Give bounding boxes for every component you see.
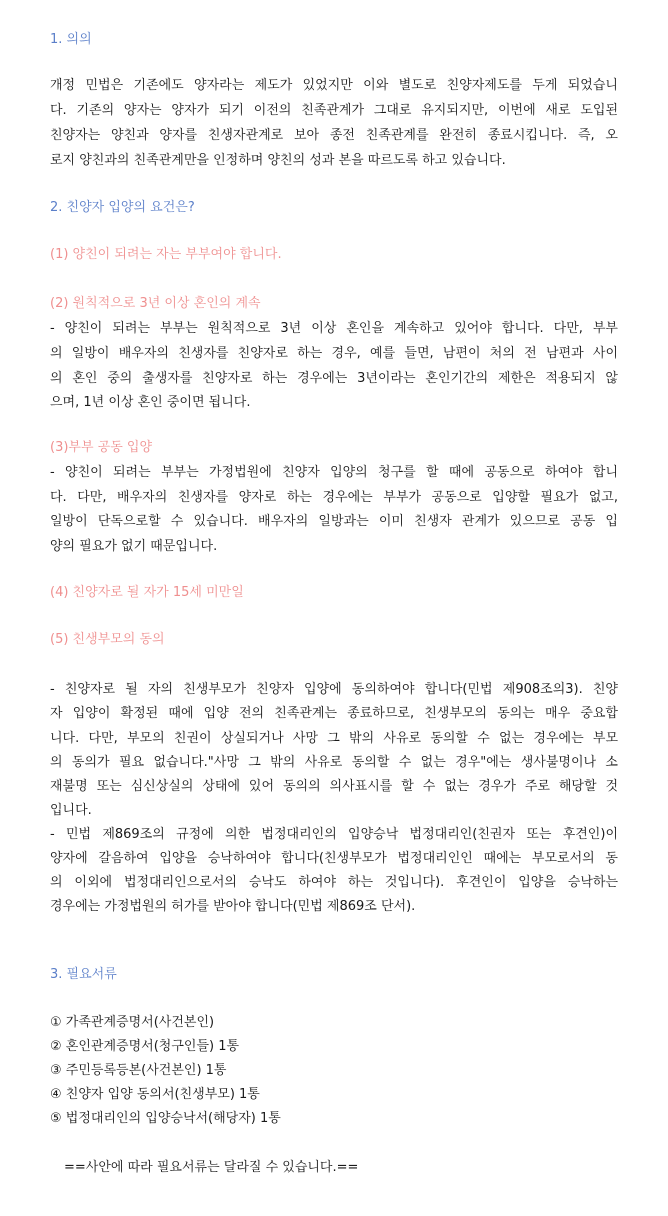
paragraph-line: 로지 양친과의 친족관계만을 인정하며 양친의 성과 본을 따르도록 하고 있습니다. — [50, 153, 506, 168]
requirement-3-line: 다. 다만, 배우자의 친생자를 양자로 하는 경우에는 부부가 공동으로 입양할 필요가 없고, — [50, 490, 618, 505]
requirement-2-line: - 양친이 되려는 부부는 원칙적으로 3년 이상 혼인을 계속하고 있어야 합니다. 다만, 부부 — [50, 321, 618, 336]
requirement-5-line: 재불명 또는 심신상실의 상태에 있어 동의의 의사표시를 할 수 없는 경우가 주로 해당할 것 — [50, 779, 618, 794]
section-3-heading: 3. 필요서류 — [50, 967, 117, 982]
document-list-item: ② 혼인관계증명서(청구인들) 1통 — [50, 1039, 240, 1054]
requirement-2-line: 의 혼인 중의 출생자를 친양자로 하는 경우에는 3년이라는 혼인기간의 제한은 적용되지 않 — [50, 371, 618, 386]
requirement-5-line: - 친양자로 될 자의 친생부모가 친양자 입양에 동의하여야 합니다(민법 제908조의3). 친양 — [50, 682, 618, 697]
requirement-5-line: 의 동의가 필요 없습니다."사망 그 밖의 사유로 동의할 수 없는 경우"에는 생사불명이나 소 — [50, 755, 618, 770]
requirement-5-line: 의 이외에 법정대리인으로서의 승낙도 하여야 하는 것입니다). 후견인이 입양을 승낙하는 — [50, 875, 618, 890]
document-list-item: ③ 주민등록등본(사건본인) 1통 — [50, 1063, 227, 1078]
section-2-heading: 2. 친양자 입양의 요건은? — [50, 200, 195, 215]
document-list-item: ⑤ 법정대리인의 입양승낙서(해당자) 1통 — [50, 1111, 281, 1126]
requirement-3-title: (3)부부 공동 입양 — [50, 440, 153, 455]
paragraph-line: 친양자는 양친과 양자를 친생자관계로 보아 종전 친족관계를 완전히 종료시킵니다. 즉, 오 — [50, 128, 618, 143]
requirement-2-line: 으며, 1년 이상 혼인 중이면 됩니다. — [50, 395, 251, 410]
requirement-2-line: 의 일방이 배우자의 친생자를 친양자로 하는 경우, 예를 들면, 남편이 처의 전 남편과 사이 — [50, 346, 618, 361]
requirement-3-line: 일방이 단독으로할 수 있습니다. 배우자의 일방과는 이미 친생자 관계가 있으므로 공동 입 — [50, 514, 618, 529]
requirement-5-line: 입니다. — [50, 803, 92, 818]
requirement-5-line: 양자에 갈음하여 입양을 승낙하여야 합니다(친생부모가 법정대리인인 때에는 부모로서의 동 — [50, 851, 618, 866]
document-list-item: ① 가족관계증명서(사건본인) — [50, 1015, 215, 1030]
requirement-2-title: (2) 원칙적으로 3년 이상 혼인의 계속 — [50, 296, 261, 311]
requirement-3-line: - 양친이 되려는 부부는 가정법원에 친양자 입양의 청구를 할 때에 공동으로 하여야 합니 — [50, 465, 618, 480]
requirement-1-title: (1) 양친이 되려는 자는 부부여야 합니다. — [50, 247, 282, 262]
section-1-heading: 1. 의의 — [50, 32, 92, 47]
requirement-5-title: (5) 친생부모의 동의 — [50, 632, 165, 647]
requirement-5-line: 경우에는 가정법원의 허가를 받아야 합니다(민법 제869조 단서). — [50, 899, 416, 914]
requirement-4-title: (4) 친양자로 될 자가 15세 미만일 — [50, 585, 244, 600]
documents-note: ==사안에 따라 필요서류는 달라질 수 있습니다.== — [64, 1160, 359, 1175]
requirement-3-line: 양의 필요가 없기 때문입니다. — [50, 539, 218, 554]
document-list-item: ④ 친양자 입양 동의서(친생부모) 1통 — [50, 1087, 260, 1102]
paragraph-line: 다. 기존의 양자는 양자가 되기 이전의 친족관계가 그대로 유지되지만, 이번에 새로 도입된 — [50, 103, 618, 118]
requirement-5-line: 니다. 다만, 부모의 친권이 상실되거나 사망 그 밖의 사유로 동의할 수 없는 경우에는 부모 — [50, 731, 618, 746]
paragraph-line: 개정 민법은 기존에도 양자라는 제도가 있었지만 이와 별도로 친양자제도를 두게 되었습니 — [50, 78, 618, 93]
requirement-5-line: - 민법 제869조의 규정에 의한 법정대리인의 입양승낙 법정대리인(친권자 또는 후견인)이 — [50, 827, 618, 842]
requirement-5-line: 자 입양이 확정된 때에 입양 전의 친족관계는 종료하므로, 친생부모의 동의는 매우 중요합 — [50, 706, 618, 721]
